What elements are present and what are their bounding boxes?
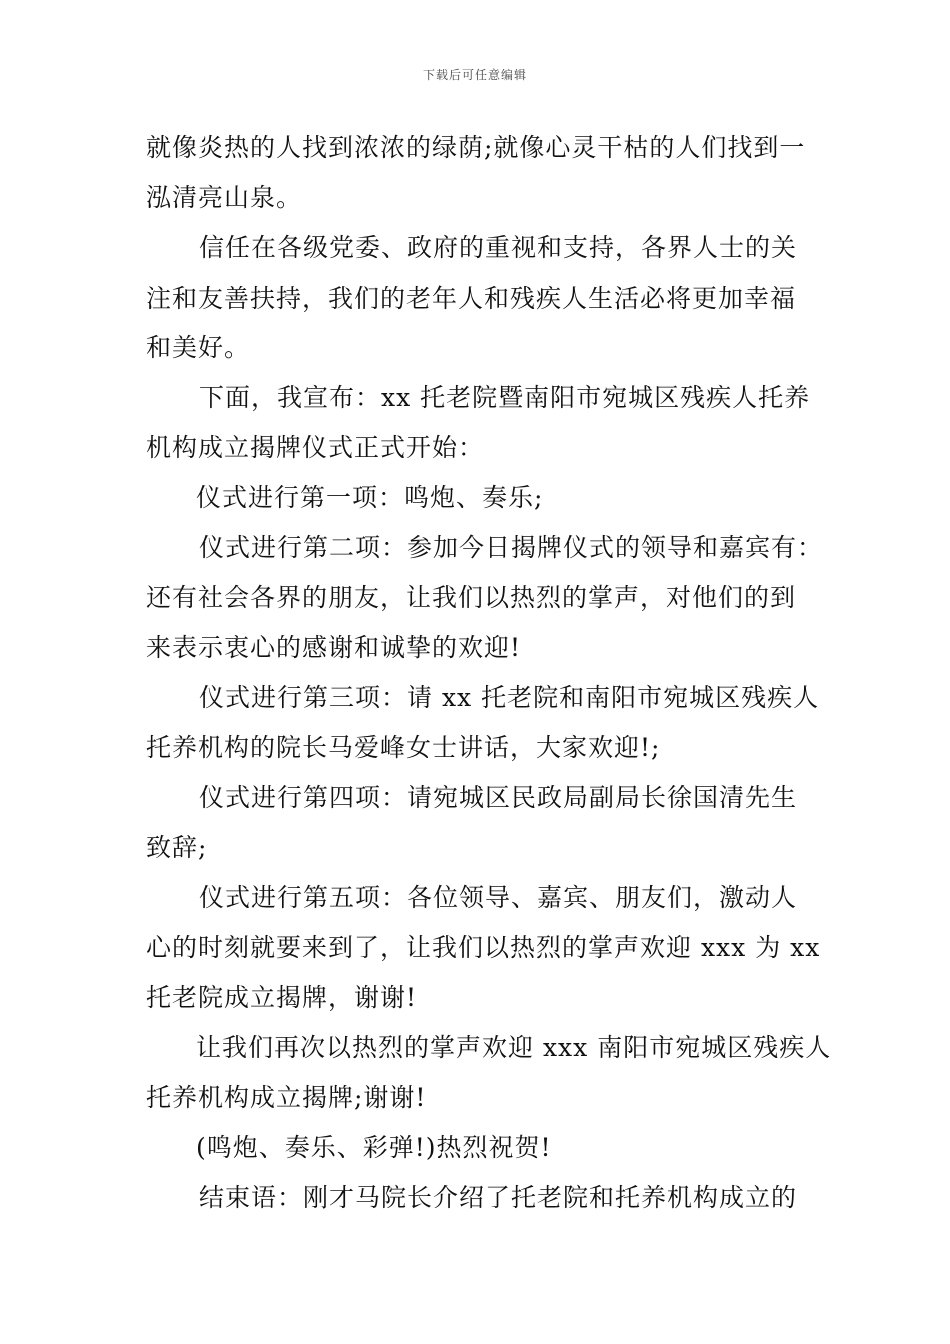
text-line: 托老院成立揭牌，谢谢! [146,983,418,1012]
text-line: 来表示衷心的感谢和诚挚的欢迎! [146,633,522,662]
text-line: 结束语：刚才马院长介绍了托老院和托养机构成立的 [199,1183,798,1212]
text-line: 信任在各级党委、政府的重视和支持，各界人士的关 [199,233,798,262]
text-line: 和美好。 [146,333,251,362]
text-line: 致辞; [146,833,208,862]
text-line: 心的时刻就要来到了，让我们以热烈的掌声欢迎 xxx 为 xx [146,933,821,962]
text-line: 托养机构成立揭牌;谢谢! [146,1083,427,1112]
text-line: 让我们再次以热烈的掌声欢迎 xxx 南阳市宛城区残疾人 [196,1033,832,1062]
text-line: 泓清亮山泉。 [146,183,303,212]
text-line: (鸣炮、奏乐、彩弹!)热烈祝贺! [196,1133,552,1162]
text-line: 注和友善扶持，我们的老年人和残疾人生活必将更加幸福 [146,284,797,313]
text-line: 托养机构的院长马爱峰女士讲话，大家欢迎!; [146,733,661,762]
text-line: 仪式进行第五项：各位领导、嘉宾、朋友们，激动人 [199,883,798,912]
text-line: 机构成立揭牌仪式正式开始： [146,433,485,462]
text-line: 仪式进行第一项：鸣炮、奏乐; [196,483,544,512]
text-line: 下面，我宣布：xx 托老院暨南阳市宛城区残疾人托养 [199,383,811,412]
text-line: 仪式进行第三项：请 xx 托老院和南阳市宛城区残疾人 [199,683,820,712]
text-line: 仪式进行第四项：请宛城区民政局副局长徐国清先生 [199,783,798,812]
text-line: 还有社会各界的朋友，让我们以热烈的掌声，对他们的到 [146,583,797,612]
page-header: 下载后可任意编辑 [422,68,527,82]
text-line: 仪式进行第二项：参加今日揭牌仪式的领导和嘉宾有： [199,533,824,562]
text-line: 就像炎热的人找到浓浓的绿荫;就像心灵干枯的人们找到一 [146,133,806,162]
